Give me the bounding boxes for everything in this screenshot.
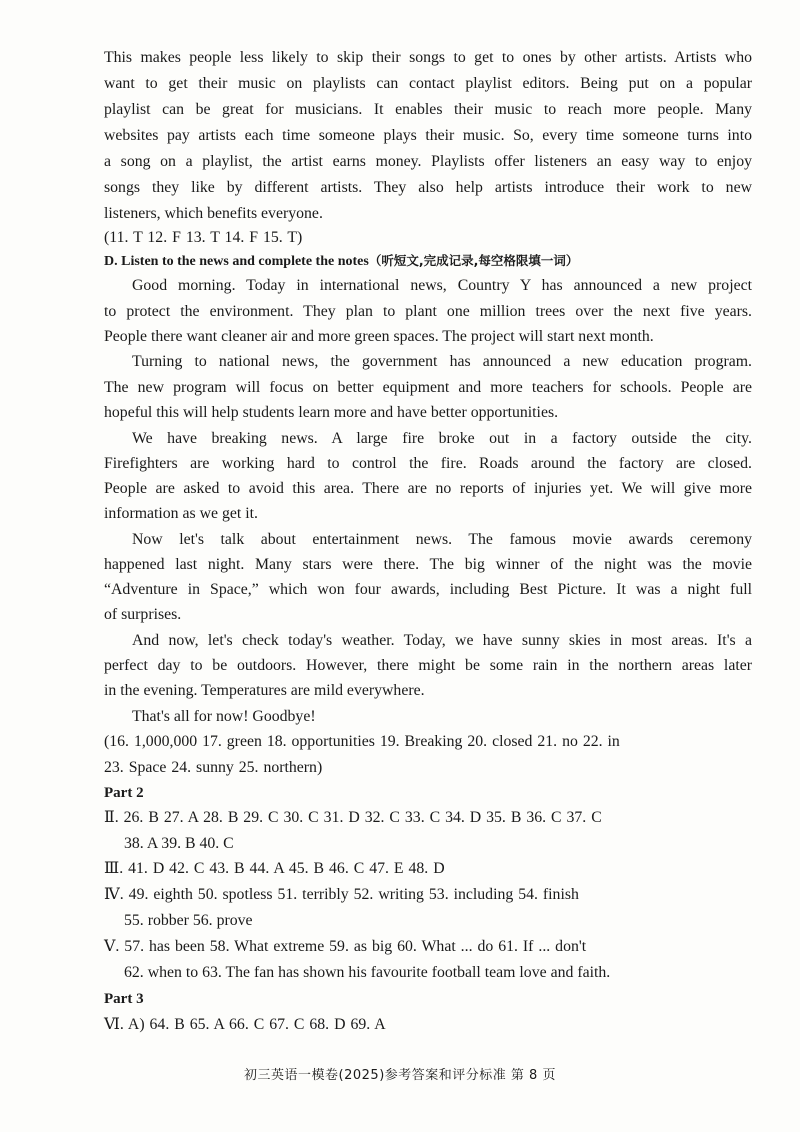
news-line: And now, let's check today's weather. Today, we have sunny skies in most areas. It's a: [132, 632, 752, 649]
answers-iv: Ⅳ. 49. eighth 50. spotless 51. terribly 52. writing 53. including 54. finish: [104, 886, 579, 903]
news-line: Good morning. Today in international news, Country Y has announced a new project: [132, 277, 752, 294]
page-footer: 初三英语一模卷(2025)参考答案和评分标准 第 8 页: [244, 1068, 556, 1083]
answers-v-cont: 62. when to 63. The fan has shown his favourite football team love and faith.: [124, 964, 611, 981]
paragraph-line: This makes people less likely to skip their songs to get to ones by other artists. Artists who: [104, 49, 752, 66]
answers-ii-cont: 38. A 39. B 40. C: [124, 835, 234, 852]
news-line: to protect the environment. They plan to plant one million trees over the next five years.: [104, 303, 752, 320]
part-3-title: Part 3: [104, 991, 144, 1007]
news-line: Now let's talk about entertainment news. The famous movie awards ceremony: [132, 531, 752, 548]
paragraph-line: listeners, which benefits everyone.: [104, 205, 323, 222]
news-line: Firefighters are working hard to control the fire. Roads around the factory are closed.: [104, 455, 752, 472]
paragraph-line: songs they like by different artists. They also help artists introduce their work to new: [104, 179, 752, 196]
news-line: The new program will focus on better equipment and more teachers for schools. People are: [104, 379, 752, 396]
answers-iii: Ⅲ. 41. D 42. C 43. B 44. A 45. B 46. C 47. E 48. D: [104, 860, 445, 877]
news-line: in the evening. Temperatures are mild everywhere.: [104, 682, 425, 699]
news-line: That's all for now! Goodbye!: [132, 708, 316, 725]
answers-16-22: (16. 1,000,000 17. green 18. opportunities 19. Breaking 20. closed 21. no 22. in: [104, 733, 620, 750]
answers-iv-cont: 55. robber 56. prove: [124, 912, 253, 929]
answers-vi: Ⅵ. A) 64. B 65. A 66. C 67. C 68. D 69. A: [104, 1016, 386, 1033]
paragraph-line: want to get their music on playlists can contact playlist editors. Being put on a popular: [104, 75, 752, 92]
part-2-title: Part 2: [104, 785, 144, 801]
news-line: People there want cleaner air and more green spaces. The project will start next month.: [104, 328, 654, 345]
news-line: “Adventure in Space,” which won four awards, including Best Picture. It was a night full: [104, 581, 752, 598]
news-line: hopeful this will help students learn more and have better opportunities.: [104, 404, 559, 421]
answers-ii: Ⅱ. 26. B 27. A 28. B 29. C 30. C 31. D 32. C 33. C 34. D 35. B 36. C 37. C: [104, 809, 602, 826]
answers-11-15: (11. T 12. F 13. T 14. F 15. T): [104, 229, 303, 246]
news-line: perfect day to be outdoors. However, there might be some rain in the northern areas later: [104, 657, 752, 674]
answers-23-25: 23. Space 24. sunny 25. northern): [104, 759, 323, 776]
answers-v: Ⅴ. 57. has been 58. What extreme 59. as big 60. What ... do 61. If ... don't: [104, 938, 587, 955]
section-d-heading-en: D. Listen to the news and complete the notes: [104, 254, 369, 269]
paragraph-line: a song on a playlist, the artist earns money. Playlists offer listeners an easy way to enjoy: [104, 153, 752, 170]
section-d-heading: [104, 251, 752, 272]
news-line: Turning to national news, the government has announced a new education program.: [132, 353, 752, 370]
paragraph-line: websites pay artists each time someone plays their music. So, every time someone turns into: [104, 127, 752, 144]
news-line: of surprises.: [104, 606, 182, 623]
news-line: information as we get it.: [104, 505, 258, 522]
news-line: happened last night. Many stars were there. The big winner of the night was the movie: [104, 556, 752, 573]
news-line: People are asked to avoid this area. There are no reports of injuries yet. We will give more: [104, 480, 752, 497]
paragraph-line: playlist can be great for musicians. It enables their music to reach more people. Many: [104, 101, 752, 118]
news-line: We have breaking news. A large fire broke out in a factory outside the city.: [132, 430, 752, 447]
section-d-heading-cn: （听短文,完成记录,每空格限填一词）: [368, 253, 579, 268]
